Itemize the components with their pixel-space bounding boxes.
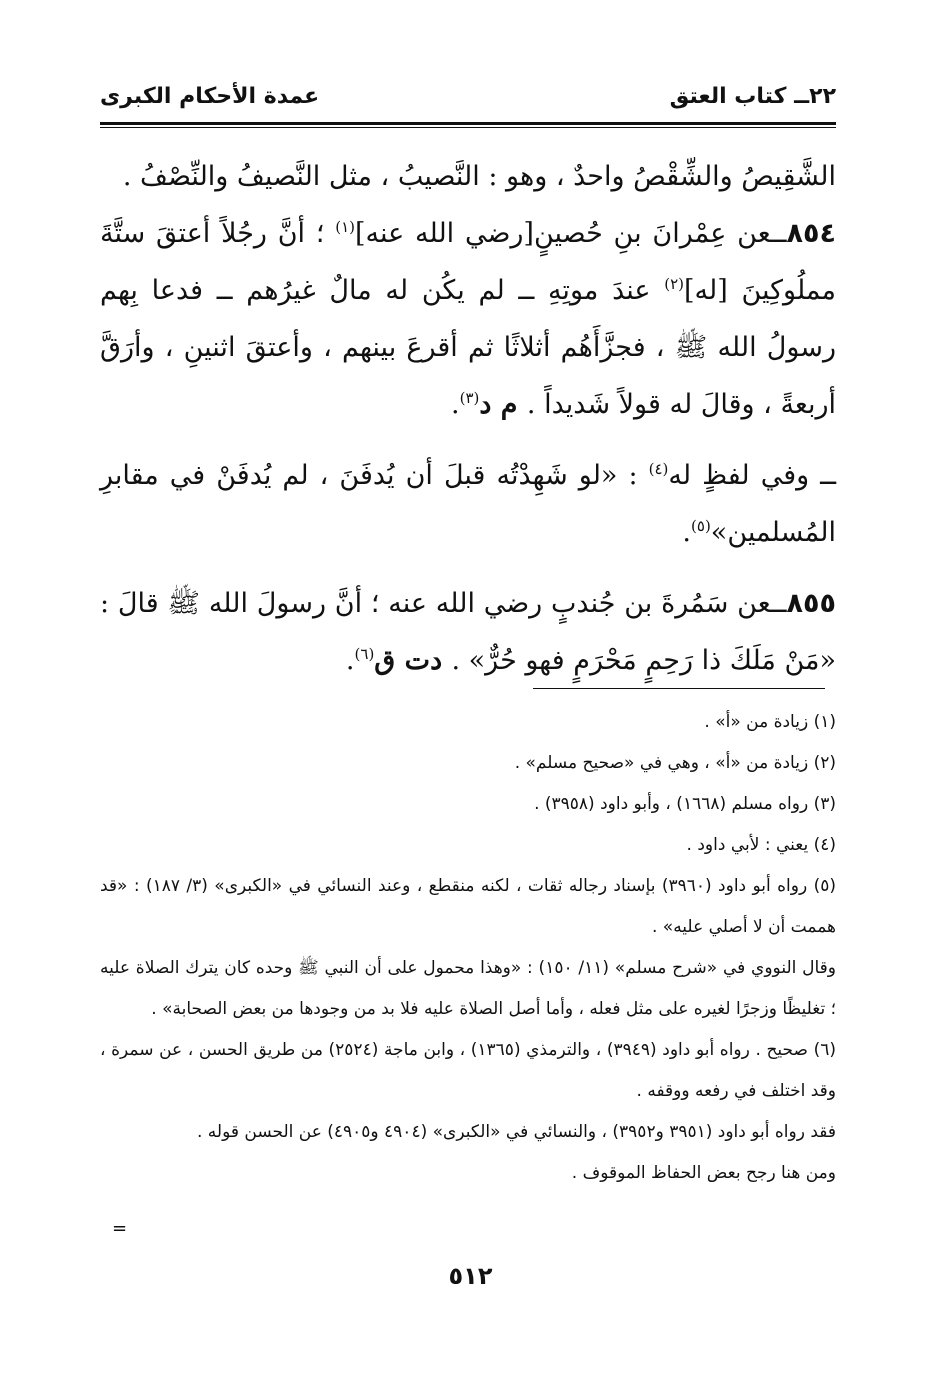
page-number: ٥١٢ [448,1262,493,1290]
footnote-ref: (١) [335,218,355,236]
variant-text: ــ وفي لفظٍ له [668,460,836,491]
book-title: عمدة الأحكام الكبرى [100,84,320,109]
header-rule [100,122,836,125]
period: . [451,389,460,420]
variant-text: : «لو شَهِدْتُه قبلَ أن يُدفَنَ ، لم يُدفَنْ في مقابرِ المُسلمين» [100,460,836,548]
footnote: (٢) زيادة من «أ» ، وهي في «صحيح مسلم» . [514,753,836,773]
source-abbrev: دت ق [374,645,452,676]
footnote: (٣) رواه مسلم (١٦٦٨) ، وأبو داود (٣٩٥٨) . [534,794,836,814]
variant-wording [100,447,836,561]
footnote-separator [533,688,825,689]
footnote-continuation: وقال النووي في «شرح مسلم» (١١/ ١٥٠) : «وهذا محمول على أن النبي ﷺ وحده كان يترك الصلاة عليه ؛ تغليظًا وزجرًا لغيره على مثل فعله ، وأما أصل الصلاة عليه فلا بد من وجودها من بعض الصحابة» . [100,958,836,1019]
footnotes [100,702,836,1194]
source-abbrev: م د [479,389,527,420]
header-rule-thin [100,127,836,128]
continuation-mark: = [112,1218,128,1239]
period: . [345,645,355,676]
footnote-ref: (٤) [648,460,669,478]
chapter-title: ٢٢ــ كتاب العتق [669,84,836,109]
hadith-number: ٨٥٤ [786,218,836,249]
hadith-text: ــعن عِمْرانَ بنِ حُصينٍ[رضي الله عنه] [354,218,787,249]
footnote-ref: (٥) [691,517,711,535]
footnote: (٥) رواه أبو داود (٣٩٦٠) بإسناد رجاله ثقات ، لكنه منقطع ، وعند النسائي في «الكبرى» (٣/ ١٨٧) : «قد هممت أن لا أصلي عليه» . [100,876,836,937]
main-text [100,148,836,689]
period: . [682,517,692,548]
hadith-number: ٨٥٥ [786,588,836,619]
footnote-ref: (٦) [354,645,375,663]
hadith-text: ؛ أنَّ رجُلاً أعتقَ ستَّةَ مملُوكِينَ [له] [100,218,836,306]
footnote: (٤) يعني : لأبي داود . [686,835,836,855]
footnote: (٦) صحيح . رواه أبو داود (٣٩٤٩) ، والترمذي (١٣٦٥) ، وابن ماجة (٢٥٢٤) من طريق الحسن ، عن سمرة ، وقد اختلف في رفعه ووقفه . [100,1040,836,1101]
footnote-continuation: ومن هنا رجح بعض الحفاظ الموقوف . [571,1163,836,1183]
intro-line: الشَّقِيصُ والشِّقْصُ واحدٌ ، وهو : النَّصيبُ ، مثل النَّصيفُ والنِّصْفُ . [122,161,836,192]
hadith-text: عندَ موتِهِ ــ لم يكُن له مالٌ غيرُهم ــ فدعا بِهم رسولُ الله ﷺ ، فجزَّأَهُم أثلاثًا ثم أقرعَ بينهم ، وأعتقَ اثنينِ ، وأرَقَّ أربعةً ، وقالَ له قولاً شَديداً . [100,275,836,420]
hadith-855 [100,575,836,689]
hadith-854 [100,205,836,433]
footnote-ref: (٢) [664,275,684,293]
footnote: (١) زيادة من «أ» . [704,712,836,732]
footnote-continuation: فقد رواه أبو داود (٣٩٥١ و٣٩٥٢) ، والنسائي في «الكبرى» (٤٩٠٤ و٤٩٠٥) عن الحسن قوله . [196,1122,836,1142]
hadith-text: ــعن سَمُرةَ بن جُندبٍ رضي الله عنه ؛ أنَّ رسولَ الله ﷺ قالَ : «مَنْ مَلَكَ ذا رَحِمٍ مَحْرَمٍ فهو حُرٌّ» . [100,588,836,676]
running-header [100,84,836,120]
footnote-ref: (٣) [459,389,480,407]
